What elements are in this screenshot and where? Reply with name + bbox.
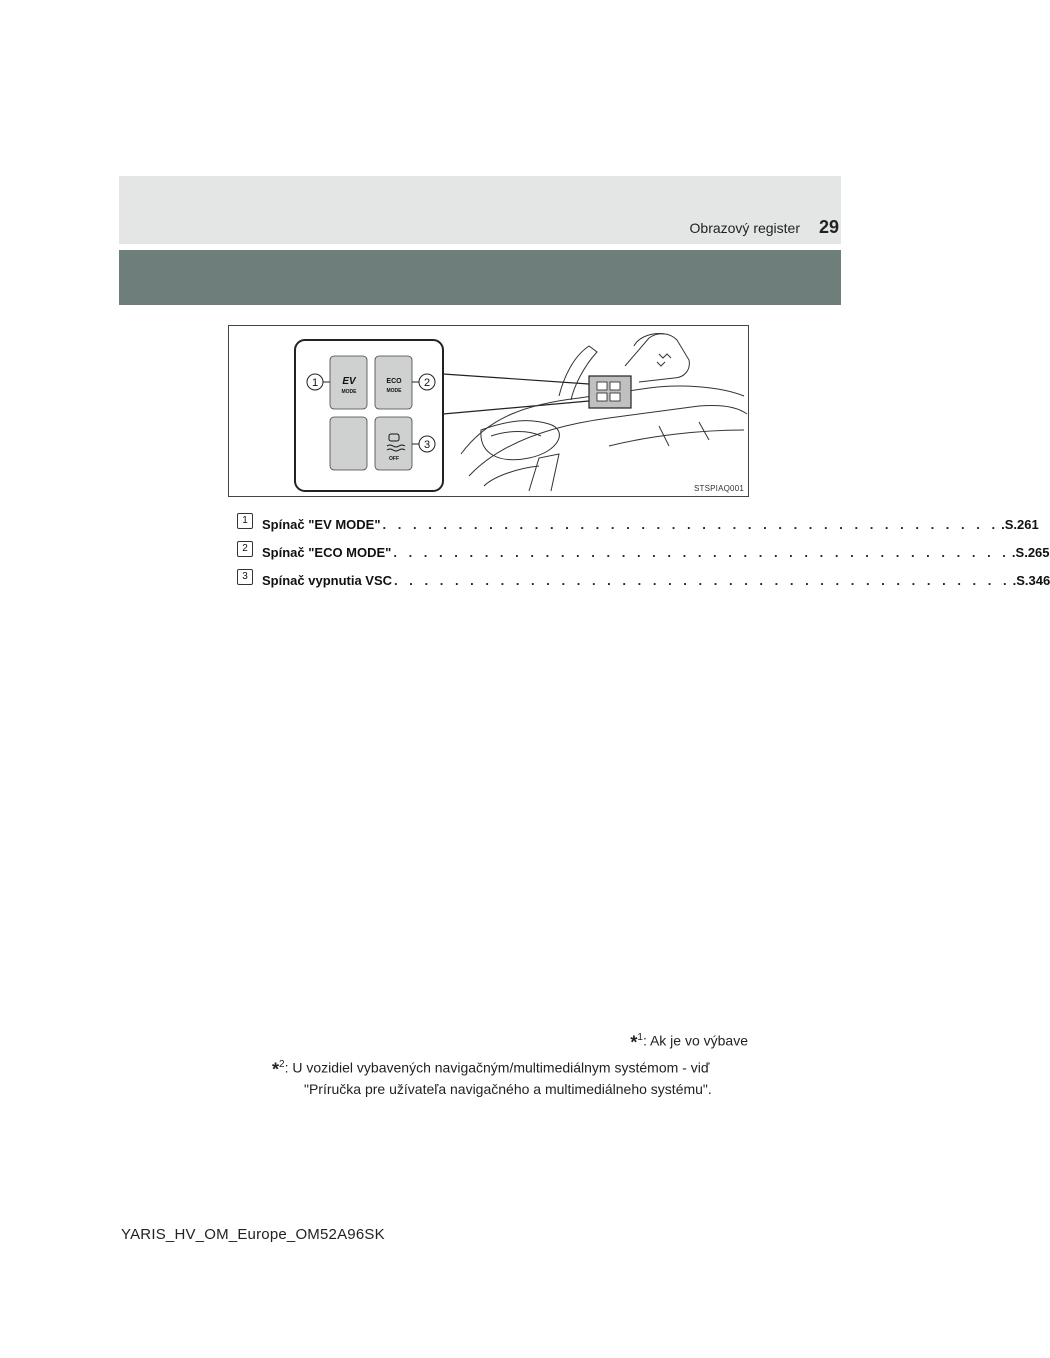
dot-leader: . . . . . . . . . . . . . . . . . . . . . . . . . . . . . . . . . . . . . . . . .	[393, 545, 1010, 560]
document-id: YARIS_HV_OM_Europe_OM52A96SK	[121, 1226, 385, 1243]
dot-leader: . . . . . . . . . . . . . . . . . . . . . . . . . . . . . . . . . . . . . . . . .	[382, 517, 1000, 532]
page-reference[interactable]: .S.261	[1001, 517, 1039, 532]
page-reference[interactable]: .S.265	[1011, 545, 1050, 560]
console-outline	[461, 334, 747, 492]
callout-2: 2	[423, 377, 431, 389]
page-reference[interactable]: .S.346	[1012, 573, 1050, 588]
footnote-star: *	[630, 1032, 638, 1053]
blank-switch	[330, 417, 367, 470]
item-label: Spínač "EV MODE"	[262, 517, 381, 532]
footnote-text-line2: "Príručka pre užívateľa navigačného a multimediálneho systému".	[304, 1080, 712, 1097]
item-number-badge: 2	[237, 541, 253, 557]
dot-leader: . . . . . . . . . . . . . . . . . . . . . . . . . . . . . . . . . . . . . . . . .	[394, 573, 1011, 588]
inset-panel	[295, 340, 443, 491]
console-drawing	[229, 326, 750, 498]
footnote-text: : Ak je vo výbave	[642, 1032, 748, 1049]
section-title: Obrazový register	[689, 220, 800, 236]
eco-label: ECO	[386, 378, 402, 385]
title-bar	[119, 250, 841, 305]
item-label: Spínač vypnutia VSC	[262, 573, 393, 588]
eco-mode-label: MODE	[386, 388, 402, 394]
footnote-mark: 1	[637, 1032, 643, 1043]
vsc-off-label: OFF	[389, 456, 399, 462]
item-number-badge: 1	[237, 513, 253, 529]
switch-list	[237, 512, 1050, 596]
callout-3: 3	[423, 439, 431, 451]
switch-illustration	[228, 325, 749, 497]
list-item	[237, 568, 1050, 593]
ev-mode-label: MODE	[341, 389, 357, 395]
page-number: 29	[818, 217, 839, 237]
vsc-off-button	[375, 417, 412, 470]
item-number-badge: 3	[237, 569, 253, 585]
footnote-1	[630, 1028, 748, 1053]
footnote-2	[272, 1055, 752, 1099]
console-switch-cluster	[589, 376, 631, 408]
callout-1: 1	[311, 377, 319, 389]
list-item	[237, 512, 1039, 537]
list-item	[237, 540, 1050, 565]
figure-code: STSPIAQ001	[693, 484, 744, 493]
footnote-text-line1: : U vozidiel vybavených navigačným/multimediálnym systémom - viď	[284, 1059, 710, 1076]
item-label: Spínač "ECO MODE"	[262, 545, 392, 560]
footnote-mark: 2	[279, 1059, 285, 1070]
ev-label: EV	[342, 376, 356, 387]
footnote-star: *	[272, 1059, 280, 1080]
